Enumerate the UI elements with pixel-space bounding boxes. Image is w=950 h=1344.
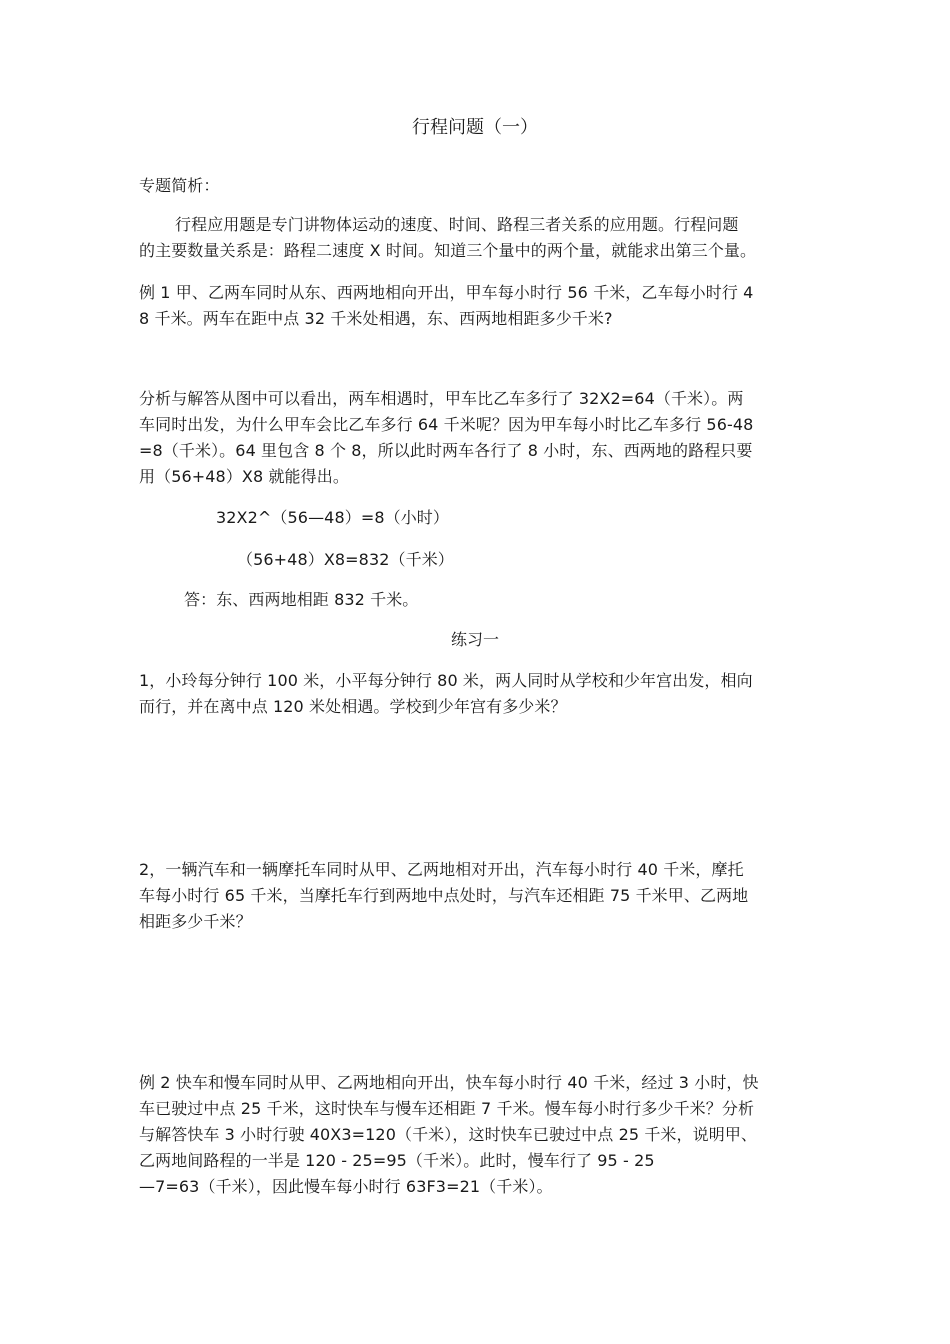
practice-title: 练习一: [450, 630, 499, 649]
example2-line-2: 车已驶过中点 25 千米，这时快车与慢车还相距 7 千米。慢车每小时行多少千米？分析: [139, 1099, 755, 1118]
analysis1-line-1: 分析与解答从图中可以看出，两车相遇时，甲车比乙车多行了 32X2=64（千米）。两: [139, 389, 744, 408]
section-label: 专题简析：: [139, 176, 220, 195]
q2-line-3: 相距多少千米？: [139, 912, 252, 931]
q2-line-2: 车每小时行 65 千米，当摩托车行到两地中点处时，与汽车还相距 75 千米甲、乙两地: [139, 886, 749, 905]
intro-line-2: 的主要数量关系是：路程二速度 X 时间。知道三个量中的两个量，就能求出第三个量。: [139, 241, 757, 260]
example2-line-3: 与解答快车 3 小时行驶 40X3=120（千米），这时快车已驶过中点 25 千米，说明甲、: [139, 1125, 758, 1144]
example2-line-1: 例 2 快车和慢车同时从甲、乙两地相向开出，快车每小时行 40 千米，经过 3 小时，快: [139, 1073, 759, 1092]
page-title: 行程问题（一）: [412, 117, 538, 138]
calc-line-1: 32X2^（56—48）=8（小时）: [216, 508, 450, 527]
analysis1-line-2: 车同时出发，为什么甲车会比乙车多行 64 千米呢？因为甲车每小时比乙车多行 56-48: [139, 415, 754, 434]
analysis1-line-3: =8（千米）。64 里包含 8 个 8，所以此时两车各行了 8 小时，东、西两地的路程只要: [139, 441, 753, 460]
q2-line-1: 2，一辆汽车和一辆摩托车同时从甲、乙两地相对开出，汽车每小时行 40 千米，摩托: [139, 860, 744, 879]
calc-line-2: （56+48）X8=832（千米）: [237, 550, 454, 569]
example1-line-1: 例 1 甲、乙两车同时从东、西两地相向开出，甲车每小时行 56 千米，乙车每小时行 4: [139, 283, 754, 302]
analysis1-line-4: 用（56+48）X8 就能得出。: [139, 467, 349, 486]
example1-line-2: 8 千米。两车在距中点 32 千米处相遇，东、西两地相距多少千米?: [139, 309, 613, 328]
intro-line-1: 行程应用题是专门讲物体运动的速度、时间、路程三者关系的应用题。行程问题: [175, 215, 739, 234]
example2-line-5: —7=63（千米），因此慢车每小时行 63F3=21（千米）。: [139, 1177, 553, 1196]
q1-line-1: 1，小玲每分钟行 100 米，小平每分钟行 80 米，两人同时从学校和少年宫出发，相向: [139, 671, 753, 690]
example2-line-4: 乙两地间路程的一半是 120 - 25=95（千米）。此时，慢车行了 95 - 25: [139, 1151, 655, 1170]
q1-line-2: 而行，并在离中点 120 米处相遇。学校到少年宫有多少米？: [139, 697, 567, 716]
answer1: 答：东、西两地相距 832 千米。: [184, 590, 419, 609]
